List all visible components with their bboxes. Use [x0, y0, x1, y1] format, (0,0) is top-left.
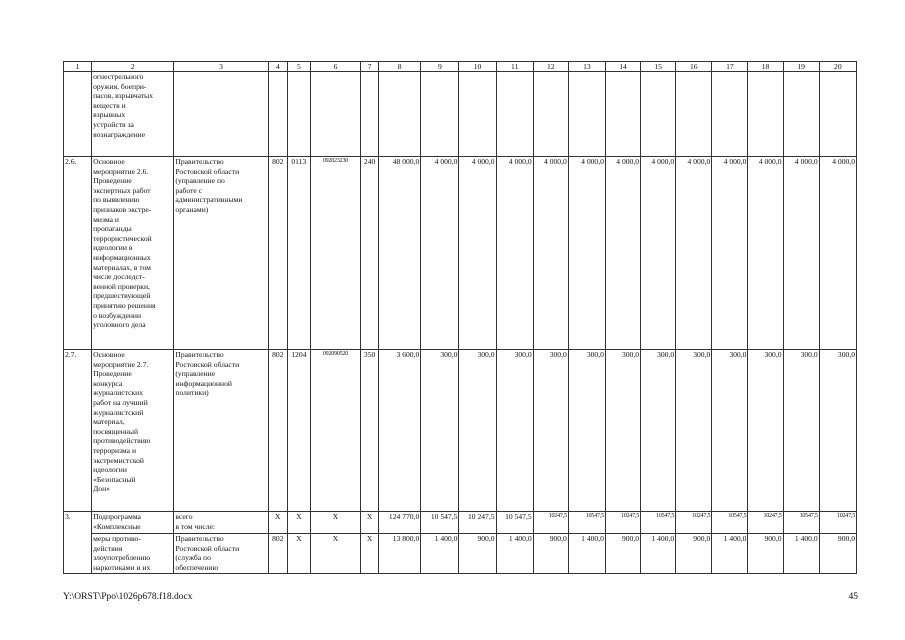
- table-row-continuation: [64, 72, 857, 157]
- table-cell: [783, 72, 819, 157]
- column-header: 16: [676, 62, 712, 72]
- table-cell: [287, 72, 310, 157]
- row-number: 3.: [64, 512, 92, 574]
- table-cell: [268, 72, 287, 157]
- year-amount: 1 400,0: [712, 534, 748, 574]
- table-row-3-service: [64, 534, 857, 574]
- executor: всего в том числе:: [174, 512, 268, 534]
- year-amount: 900,0: [459, 534, 496, 574]
- year-amount: 10547,5: [641, 512, 676, 534]
- year-amount: 900,0: [748, 534, 783, 574]
- row-number: 2.7.: [64, 350, 92, 512]
- grbs-code: 802: [268, 534, 287, 574]
- section-code: X: [287, 534, 310, 574]
- table-cell: [605, 72, 640, 157]
- column-header: 19: [783, 62, 819, 72]
- page-number: 45: [848, 592, 858, 602]
- column-header: 20: [819, 62, 856, 72]
- column-number-row: [64, 62, 857, 72]
- year-amount: 300,0: [641, 350, 676, 512]
- executor: Правительство Ростовской области (управление по работе с административными органами): [174, 157, 268, 350]
- measure-name: Основное мероприятие 2.7. Проведение конкурса журналистских работ на лучший журналистский материал, посвященный противодействию терроризма и экстремистской идеологии «Безопасный Дон»: [92, 350, 174, 512]
- column-header: 3: [174, 62, 268, 72]
- year-amount: 300,0: [605, 350, 640, 512]
- row-number: [64, 72, 92, 157]
- column-header: 14: [605, 62, 640, 72]
- column-header: 6: [310, 62, 360, 72]
- year-amount: 10247,5: [533, 512, 568, 534]
- measure-name: меры противо- действия злоупотреблению наркотиками и их: [92, 534, 174, 574]
- target-article-code: X: [310, 512, 360, 534]
- table-cell: [748, 72, 783, 157]
- column-header: 18: [748, 62, 783, 72]
- year-amount: 4 000,0: [641, 157, 676, 350]
- target-article-code: X: [310, 534, 360, 574]
- table-cell: [568, 72, 605, 157]
- table-cell: [361, 72, 379, 157]
- target-article-code: 092023230: [310, 157, 360, 350]
- table-cell: [533, 72, 568, 157]
- year-amount: 900,0: [605, 534, 640, 574]
- column-header: 4: [268, 62, 287, 72]
- year-amount: 4 000,0: [605, 157, 640, 350]
- year-amount: 4 000,0: [676, 157, 712, 350]
- year-amount: 1 400,0: [421, 534, 459, 574]
- grbs-code: X: [268, 512, 287, 534]
- column-header: 10: [459, 62, 496, 72]
- table-row-2-6: [64, 157, 857, 350]
- executor: Правительство Ростовской области (управление информационной политики): [174, 350, 268, 512]
- target-article-code: 092090520: [310, 350, 360, 512]
- grbs-code: 802: [268, 157, 287, 350]
- year-amount: 10 547,5: [421, 512, 459, 534]
- year-amount: 4 000,0: [533, 157, 568, 350]
- year-amount: 1 400,0: [496, 534, 533, 574]
- section-code: 1204: [287, 350, 310, 512]
- year-amount: 10547,5: [712, 512, 748, 534]
- expense-type-code: 350: [361, 350, 379, 512]
- table-cell: [310, 72, 360, 157]
- year-amount: 300,0: [568, 350, 605, 512]
- section-code: X: [287, 512, 310, 534]
- executor: Правительство Ростовской области (служба по обеспечению: [174, 534, 268, 574]
- expense-type-code: X: [361, 512, 379, 534]
- measure-name: Подпрограмма «Комплексные: [92, 512, 174, 534]
- section-code: 0113: [287, 157, 310, 350]
- measure-name: Основное мероприятие 2.6. Проведение экспертных работ по выявлению признаков экстре- мизма и пропаганды террористической идеологии в информационных материалах, в том числе доследст- венной проверки, предшествующей принятию решения о возбуждении уголовного дела: [92, 157, 174, 350]
- total-amount: 124 770,0: [379, 512, 421, 534]
- year-amount: 300,0: [459, 350, 496, 512]
- row-number: 2.6.: [64, 157, 92, 350]
- year-amount: 4 000,0: [496, 157, 533, 350]
- column-header: 17: [712, 62, 748, 72]
- executor: [174, 72, 268, 157]
- table-cell: [379, 72, 421, 157]
- year-amount: 900,0: [533, 534, 568, 574]
- year-amount: 4 000,0: [712, 157, 748, 350]
- total-amount: 48 000,0: [379, 157, 421, 350]
- column-header: 11: [496, 62, 533, 72]
- year-amount: 10247,5: [748, 512, 783, 534]
- expense-type-code: X: [361, 534, 379, 574]
- table-cell: [819, 72, 856, 157]
- column-header: 7: [361, 62, 379, 72]
- year-amount: 1 400,0: [641, 534, 676, 574]
- expense-type-code: 240: [361, 157, 379, 350]
- grbs-code: 802: [268, 350, 287, 512]
- measure-name: огнестрельного оружия, боепри- пасов, взрывчатых веществ и взрывных устройств за вознаграждение: [92, 72, 174, 157]
- column-header: 2: [92, 62, 174, 72]
- year-amount: 300,0: [421, 350, 459, 512]
- column-header: 5: [287, 62, 310, 72]
- total-amount: 13 800,0: [379, 534, 421, 574]
- table-cell: [676, 72, 712, 157]
- year-amount: 1 400,0: [568, 534, 605, 574]
- year-amount: 300,0: [712, 350, 748, 512]
- year-amount: 4 000,0: [819, 157, 856, 350]
- year-amount: 10547,5: [783, 512, 819, 534]
- table-cell: [712, 72, 748, 157]
- table-cell: [459, 72, 496, 157]
- year-amount: 900,0: [819, 534, 856, 574]
- column-header: 9: [421, 62, 459, 72]
- year-amount: 4 000,0: [459, 157, 496, 350]
- year-amount: 10247,5: [676, 512, 712, 534]
- year-amount: 10 247,5: [459, 512, 496, 534]
- column-header: 15: [641, 62, 676, 72]
- year-amount: 10247,5: [819, 512, 856, 534]
- year-amount: 300,0: [783, 350, 819, 512]
- table-row-2-7: [64, 350, 857, 512]
- column-header: 13: [568, 62, 605, 72]
- column-header: 12: [533, 62, 568, 72]
- total-amount: 3 600,0: [379, 350, 421, 512]
- year-amount: 4 000,0: [568, 157, 605, 350]
- table-cell: [421, 72, 459, 157]
- year-amount: 10247,5: [605, 512, 640, 534]
- year-amount: 300,0: [748, 350, 783, 512]
- year-amount: 4 000,0: [748, 157, 783, 350]
- year-amount: 300,0: [676, 350, 712, 512]
- column-header: 1: [64, 62, 92, 72]
- year-amount: 4 000,0: [783, 157, 819, 350]
- year-amount: 10 547,5: [496, 512, 533, 534]
- file-path: Y:\ORST\Ppo\1026p678.f18.docx: [63, 592, 193, 602]
- column-header: 8: [379, 62, 421, 72]
- year-amount: 4 000,0: [421, 157, 459, 350]
- table-cell: [496, 72, 533, 157]
- table-row-3-total: [64, 512, 857, 534]
- year-amount: 10547,5: [568, 512, 605, 534]
- year-amount: 1 400,0: [783, 534, 819, 574]
- year-amount: 300,0: [496, 350, 533, 512]
- year-amount: 300,0: [533, 350, 568, 512]
- year-amount: 300,0: [819, 350, 856, 512]
- table-cell: [641, 72, 676, 157]
- budget-table: [63, 61, 857, 574]
- year-amount: 900,0: [676, 534, 712, 574]
